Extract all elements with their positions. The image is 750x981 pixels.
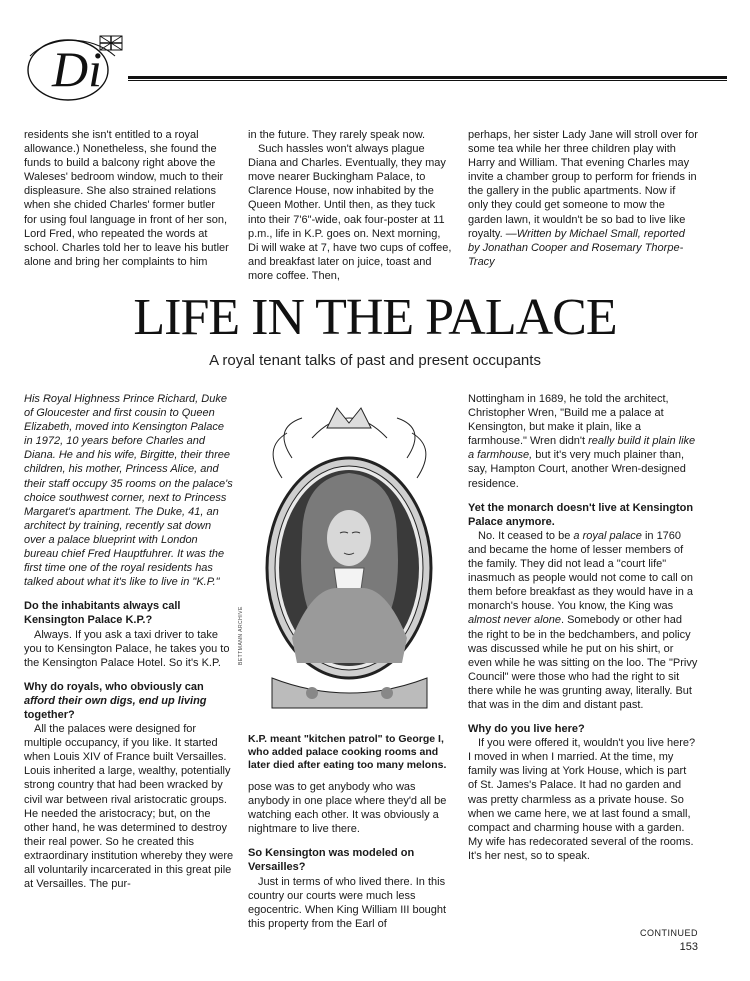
text: . Somebody or other had the right to be in the bedchambers, and policy was discussed while he put on his shirt, or even while he was sitting on the loo. The "Privy Council" were those who had the right to sit there while he was grunting away, literally. But that was in the dim and distant past.	[468, 614, 698, 711]
answer: If you were offered it, wouldn't you live here? I moved in when I married. At the time, my family was living at York House, which is part of St. James's Palace. It had no garden and was pretty charmless as a private house. So when we came here, we at last found a small, compact and charming house with a garden. My wife has redecorated several of the rooms. It's her nest, so to speak.	[468, 737, 696, 862]
answer: Just in terms of who lived there. In this country our courts were much less egocentric. When King William III bought this property from the Earl of	[248, 875, 447, 930]
logo-text: Di	[52, 41, 102, 97]
top-column-3	[468, 128, 698, 269]
question: Yet the monarch doesn't live at Kensington Palace anymore.	[468, 501, 694, 528]
top-column-2	[248, 128, 453, 283]
photo-credit: BETTMANN ARCHIVE	[238, 606, 244, 665]
king-george-portrait	[252, 388, 447, 723]
question: So Kensington was modeled on Versailles?	[248, 847, 415, 874]
question-text: Why do royals, who obviously can	[24, 680, 204, 693]
paragraph: in the future. They rarely speak now.	[248, 129, 426, 141]
paragraph-text: perhaps, her sister Lady Jane will stroll over for some tea while her three children play with Harry and William. That evening Charles may invite a chamber group to perform for friends in the gallery in the public apartments. Now if only they could get someone to mow the garden lawn, it wouldn't be so bad to live like royalty.	[468, 129, 698, 240]
answer	[468, 529, 698, 712]
answer: All the palaces were designed for multiple occupancy, if you like. It started when Louis XIV of France built Versailles. Louis inherited a large, wealthy, potentially strong country that had been wracked by civil war between rival aristocratic groups. He needed the aristocracy; but, on the other hand, he was determined to destroy their real power. So he created this extraordinary institution whereby they were all voluntarily incarcerated in this great pile at Versailles. The pur-	[24, 723, 234, 891]
intro-paragraph: His Royal Highness Prince Richard, Duke of Gloucester and first cousin to Queen Elizabeth, moved into Kensington Palace in 1972, 10 years before Charles and Diana. He and his wife, Birgitte, their three children, his mother, Princess Alice, and their staff occupy 35 rooms on the palace's choice southwest corner, next to Princess Margaret's apartment. The Duke, 41, an architect by training, recently sat down over a palace blueprint with London bureau chief Fred Hauptfuhrer. It was the first time one of the royal residents has talked about what it's like to live in "K.P."	[24, 393, 233, 589]
question: Why do you live here?	[468, 723, 585, 736]
answer: Always. If you ask a taxi driver to take you to Kensington Palace, he takes you to the Kensington Palace Hotel. So it's K.P.	[24, 628, 230, 669]
byline: —Written by Michael Small, reported by Jonathan Cooper and Rosemary Thorpe-Tracy	[468, 227, 685, 268]
article-title: LIFE IN THE PALACE	[133, 289, 617, 346]
question-text: together?	[24, 708, 75, 721]
text-italic: a royal palace	[573, 529, 642, 542]
paragraph: Such hassles won't always plague Diana and Charles. Eventually, they may move nearer Buckingham Palace, to Clarence House, now inhabited by the Queen Mother. Until then, as they tuck into their 7'6"-wide, oak four-poster at 11 p.m., life in K.P. goes on. Next morning, Di will wake at 7, have two cups of coffee, and breakfast later on juice, toast and more coffee. Then,	[248, 143, 452, 282]
body-column-3	[468, 392, 698, 863]
header-rule-thin	[128, 80, 727, 81]
text: No. It ceased to be	[478, 529, 574, 542]
top-column-1	[24, 128, 229, 269]
paragraph: residents she isn't entitled to a royal allowance.) Nonetheless, she found the funds to build a balcony right above the Waleses' bedroom window, much to their displeasure. She also strained relations when she chided Charles' former butler for using foul language in front of her son, Lord Fred, who repeated the words at school. Charles told her to leave his butler alone and bring her complaints to him	[24, 129, 229, 268]
paragraph	[468, 392, 698, 491]
text: in 1760 and became the home of lesser members of the family. They did not lead a "court life" inasmuch as people would not come to call on them before breakfast as they would have in a monarch's house. You know, the King was	[468, 529, 694, 613]
header-rule	[128, 76, 727, 79]
page-number: 153	[679, 941, 698, 953]
body-column-1	[24, 392, 234, 891]
question: Do the inhabitants always call Kensington Palace K.P.?	[24, 600, 181, 627]
text-italic: almost never alone	[468, 614, 561, 627]
continued-label: CONTINUED	[640, 928, 698, 938]
photo-caption: K.P. meant "kitchen patrol" to George I, who added palace cooking rooms and later died after eating too many melons.	[248, 733, 447, 771]
text: but it's very much plainer than, say, Hampton Court, another Wren-designed residence.	[468, 449, 686, 490]
paragraph	[468, 128, 698, 269]
question	[24, 680, 234, 722]
text-italic: really build it plain like a farmhouse,	[468, 435, 696, 462]
question-italic: afford their own digs, end up living	[24, 694, 207, 707]
text: Nottingham in 1689, he told the architect, Christopher Wren, "Build me a palace at Kensington, but make it plain, like a farmhouse." Wren didn't	[468, 393, 669, 448]
body-column-2	[248, 780, 453, 931]
paragraph: pose was to get anybody who was anybody in one place where they'd all be watching each other. It was obviously a nightmare to live there.	[248, 781, 447, 836]
article-subtitle: A royal tenant talks of past and present occupants	[209, 352, 541, 369]
